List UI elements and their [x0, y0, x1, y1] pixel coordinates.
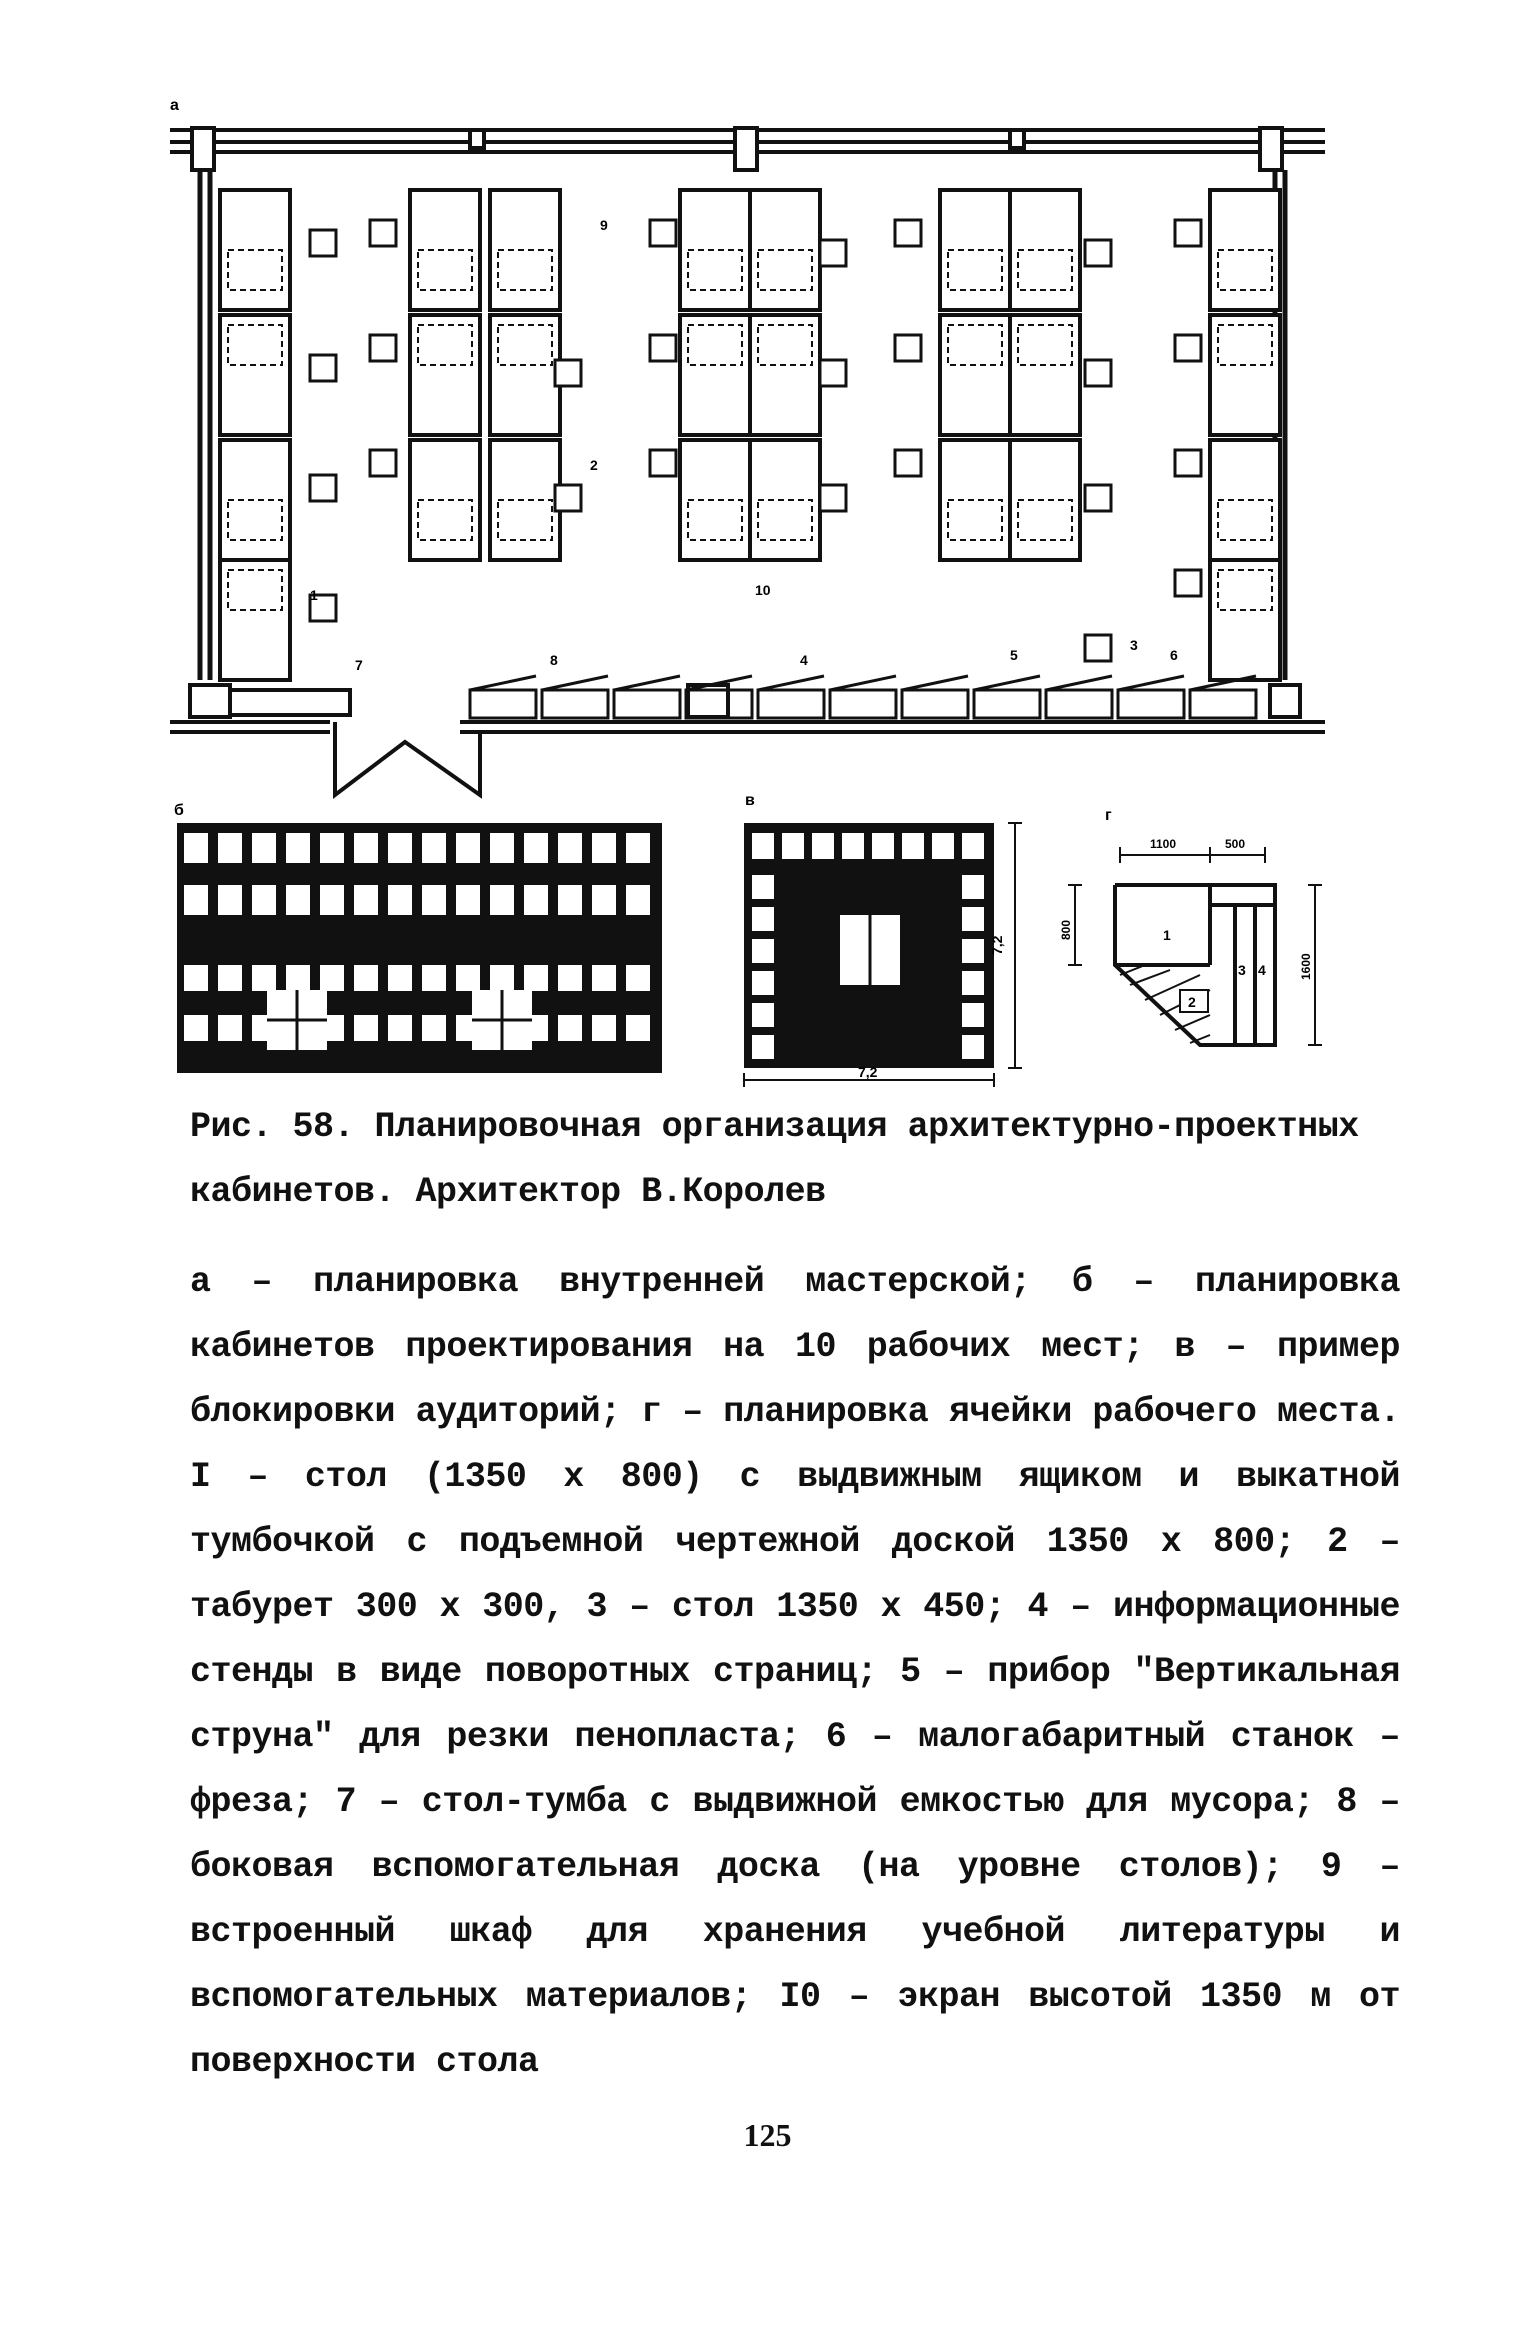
callout-label: 8 — [550, 652, 558, 668]
desk-cell — [388, 885, 412, 915]
stool — [820, 360, 846, 386]
desk-cell — [752, 939, 774, 963]
plan-g-label-4: 4 — [1258, 962, 1266, 978]
info-stand — [470, 690, 536, 718]
desk-cell — [524, 965, 548, 991]
desk-cell — [490, 885, 514, 915]
desk-cell — [626, 833, 650, 863]
stand-page — [758, 676, 824, 690]
stand-page — [902, 676, 968, 690]
stool — [650, 335, 676, 361]
desk-cell — [592, 833, 616, 863]
panel-letter-b: б — [174, 802, 184, 819]
desk-cell — [558, 965, 582, 991]
desk-cell — [558, 1015, 582, 1041]
plan-g-dim-1600: 1600 — [1299, 953, 1313, 980]
page-number: 125 — [743, 2117, 792, 2153]
info-stand — [614, 690, 680, 718]
desk-cell — [286, 965, 310, 991]
desk — [1210, 315, 1280, 435]
desk-cell — [812, 833, 834, 859]
callout-label: 2 — [590, 457, 598, 473]
stool — [895, 335, 921, 361]
desk-cell — [962, 875, 984, 899]
desk-cell — [626, 1015, 650, 1041]
stool — [555, 360, 581, 386]
stool — [1085, 485, 1111, 511]
info-stand — [830, 690, 896, 718]
stool — [1175, 220, 1201, 246]
desk-cell — [842, 833, 864, 859]
desk-cell — [388, 965, 412, 991]
callout-label: 10 — [755, 582, 771, 598]
desk-cell — [782, 833, 804, 859]
desk-cell — [962, 907, 984, 931]
panel-letter-v: в — [745, 792, 755, 809]
stool — [310, 475, 336, 501]
stool — [1085, 240, 1111, 266]
desk-cell — [932, 833, 954, 859]
desk-cell — [286, 833, 310, 863]
desk-cell — [558, 885, 582, 915]
stool — [1175, 570, 1201, 596]
desk-cell — [626, 965, 650, 991]
desk-cell — [388, 1015, 412, 1041]
desk-cell — [524, 885, 548, 915]
desk — [680, 315, 750, 435]
info-stand — [542, 690, 608, 718]
panel-letter-g: г — [1105, 807, 1112, 824]
desk-cell — [320, 833, 344, 863]
stand-page — [614, 676, 680, 690]
desk — [220, 315, 290, 435]
desk-cell — [422, 965, 446, 991]
desk-cell — [286, 885, 310, 915]
stool — [310, 355, 336, 381]
stand-page — [974, 676, 1040, 690]
desk-cell — [456, 965, 480, 991]
desk-cell — [184, 833, 208, 863]
stool — [1085, 635, 1111, 661]
desk-cell — [388, 833, 412, 863]
desk-cell — [354, 833, 378, 863]
desk-cell — [752, 971, 774, 995]
caption-title: Рис. 58. Планировочная организация архитектурно-проектных кабинетов. Архитектор В.Королев — [190, 1107, 1359, 1212]
callout-label: 6 — [1170, 647, 1178, 663]
stool — [370, 220, 396, 246]
desk-cell — [558, 833, 582, 863]
info-stand — [1190, 690, 1256, 718]
stand-page — [542, 676, 608, 690]
desk — [220, 560, 290, 680]
desk-cell — [752, 1003, 774, 1027]
stool — [650, 450, 676, 476]
callout-label: 7 — [355, 657, 363, 673]
plan-v-height: 7,2 — [989, 935, 1005, 955]
stool — [820, 240, 846, 266]
bottom-wall — [170, 685, 1325, 795]
desk-cell — [490, 833, 514, 863]
desk-cell — [752, 875, 774, 899]
stool — [895, 220, 921, 246]
info-stand — [974, 690, 1040, 718]
callout-label: 9 — [600, 217, 608, 233]
callout-label: 5 — [1010, 647, 1018, 663]
desk-cell — [252, 885, 276, 915]
top-wall — [170, 128, 1325, 170]
stool — [650, 220, 676, 246]
plan-v-width: 7,2 — [858, 1064, 878, 1080]
plan-g-label-3: 3 — [1238, 962, 1246, 978]
stool — [555, 485, 581, 511]
stool — [370, 335, 396, 361]
info-stand — [758, 690, 824, 718]
plan-b-block — [177, 823, 662, 1073]
plan-g-dim-800: 800 — [1059, 919, 1073, 940]
desk-cell — [252, 965, 276, 991]
callout-label: 4 — [800, 652, 808, 668]
desk-cell — [592, 1015, 616, 1041]
stool — [370, 450, 396, 476]
desk-cell — [218, 1015, 242, 1041]
desk-cell — [626, 885, 650, 915]
callout-label: 3 — [1130, 637, 1138, 653]
desk-cell — [354, 965, 378, 991]
desk-cell — [354, 885, 378, 915]
desk-cell — [422, 833, 446, 863]
desk-cell — [184, 965, 208, 991]
plan-g-label-1: 1 — [1163, 927, 1171, 943]
stand-page — [1046, 676, 1112, 690]
plan-g-dimension-lines — [1068, 847, 1322, 1045]
stand-page — [830, 676, 896, 690]
workstation-cell-plan — [1059, 807, 1335, 1065]
figure-caption-body: а – планировка внутренней мастерской; б – планировка кабинетов проектирования на 10 рабочих мест; в – пример блокировки аудиторий; г – планировка ячейки рабочего места. I – стол (1350 х 800) с выдвижным ящиком и выкатной тумбочкой с подъемной чертежной доской 1350 х 800; 2 – табурет 300 х 300, 3 – стол 1350 х 450; 4 – информационные стенды в виде поворотных страниц; 5 – прибор "Вертикальная струна" для резки пенопласта; 6 – малогабаритный станок – фреза; 7 – стол-тумба с выдвижной емкостью для мусора; 8 – боковая вспомогательная доска (на уровне столов); 9 – встроенный шкаф для хранения учебной литературы и вспомогательных материалов; I0 – экран высотой 1350 м от поверхности стола — [190, 1262, 1400, 2082]
stand-page — [470, 676, 536, 690]
plan-g-dim-500: 500 — [1225, 837, 1246, 851]
desk — [1010, 315, 1080, 435]
stool — [1175, 335, 1201, 361]
stool — [895, 450, 921, 476]
desk-cell — [456, 833, 480, 863]
plan-g-label-2: 2 — [1188, 994, 1196, 1010]
desk-cell — [902, 833, 924, 859]
desk-cell — [962, 1035, 984, 1059]
desk-cell — [962, 833, 984, 859]
info-stand — [902, 690, 968, 718]
desk-cell — [218, 833, 242, 863]
desk — [490, 315, 560, 435]
callout-label: 1 — [310, 587, 318, 603]
desk-cell — [218, 885, 242, 915]
figure-caption-title — [190, 1095, 1400, 1225]
auditorium-block-plan — [740, 792, 1040, 1095]
workshop-floor-plan — [150, 90, 1330, 810]
desk-cell — [752, 907, 774, 931]
desk-cell — [524, 833, 548, 863]
desk-cell — [320, 965, 344, 991]
desk-cell — [490, 965, 514, 991]
desk-cell — [252, 833, 276, 863]
desk-grid — [220, 190, 1280, 680]
desk — [410, 315, 480, 435]
desk-cell — [962, 939, 984, 963]
plan-g-dim-1100: 1100 — [1150, 837, 1177, 851]
info-stand — [1046, 690, 1112, 718]
desk-cell — [962, 971, 984, 995]
desk — [940, 315, 1010, 435]
desk-cell — [218, 965, 242, 991]
desk-cell — [752, 833, 774, 859]
design-rooms-plan — [172, 802, 672, 1080]
desk — [750, 315, 820, 435]
desk-cell — [320, 885, 344, 915]
desk-cell — [872, 833, 894, 859]
info-stands — [470, 676, 1256, 718]
desk-cell — [422, 1015, 446, 1041]
desk-cell — [456, 885, 480, 915]
panel-letter-a: а — [170, 97, 179, 114]
desk-cell — [184, 1015, 208, 1041]
desk-cell — [184, 885, 208, 915]
desk-cell — [752, 1035, 774, 1059]
desk-cell — [592, 965, 616, 991]
desk-cell — [422, 885, 446, 915]
desk-cell — [354, 1015, 378, 1041]
desk — [1210, 560, 1280, 680]
desk-cell — [962, 1003, 984, 1027]
stool — [310, 230, 336, 256]
stool — [1085, 360, 1111, 386]
desk-cell — [592, 885, 616, 915]
info-stand — [1118, 690, 1184, 718]
stool — [820, 485, 846, 511]
stand-page — [1118, 676, 1184, 690]
stool — [1175, 450, 1201, 476]
